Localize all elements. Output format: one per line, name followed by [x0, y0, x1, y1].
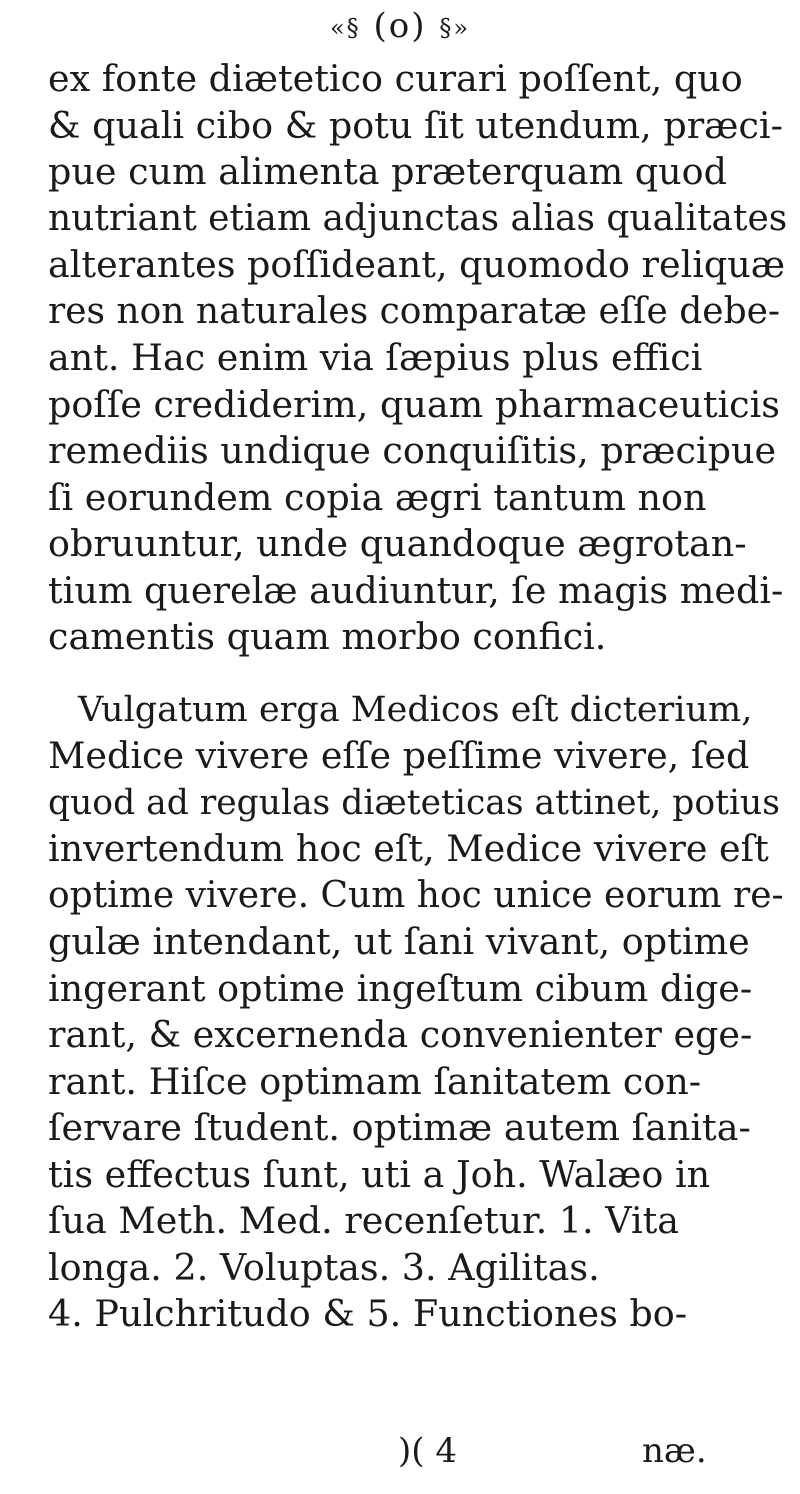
right-ornament: §» [439, 14, 470, 42]
text-line: invertendum hoc eſt, Medice vivere eſt [48, 827, 769, 870]
paragraph-1 [48, 56, 788, 661]
signature-mark: )( 4 [398, 1431, 457, 1471]
left-ornament: «§ [330, 14, 361, 42]
text-line: camentis quam morbo confici. [48, 615, 607, 658]
text-line: alterantes poſſideant, quomodo reliquæ [48, 243, 786, 286]
text-line: quod ad regulas diæteticas attinet, potius [48, 782, 780, 823]
text-line: 4. Pulchritudo & 5. Functiones bo- [48, 1292, 688, 1335]
text-line: poſſe crediderim, quam pharmaceuticis [48, 382, 781, 426]
text-line: nutriant etiam adjunctas alias qualitates [48, 197, 788, 239]
text-line: res non naturales comparatæ eſſe debe- [48, 290, 781, 332]
page-footer [0, 1428, 800, 1474]
text-line: ingerant optime ingeſtum cibum dige- [48, 966, 753, 1010]
text-line: ex fonte diætetico curari poſſent, quo [48, 57, 743, 100]
running-header [0, 6, 800, 48]
text-line: gulæ intendant, ut ſani vivant, optime [48, 920, 750, 963]
text-line: ſervare ſtudent. optimæ autem ſanita- [48, 1106, 751, 1149]
body-text [48, 56, 788, 1338]
text-line: rant. Hiſce optimam ſanitatem con- [48, 1059, 702, 1103]
text-line: optime vivere. Cum hoc unice eorum re- [48, 874, 784, 916]
page-marker: (o) [373, 6, 427, 46]
text-line: Vulgatum erga Medicos eſt dicterium, [78, 689, 753, 730]
text-line: ſua Meth. Med. recenſetur. 1. Vita [48, 1199, 680, 1242]
text-line: tis effectus ſunt, uti a Joh. Walæo in [48, 1152, 711, 1196]
text-line: Medice vivere eſſe peſſime vivere, ſed [48, 734, 750, 777]
text-line: rant, & excernenda convenienter ege- [48, 1013, 753, 1056]
text-line: & quali cibo & potu ſit utendum, præci- [48, 103, 783, 147]
text-line: remediis undique conquiſitis, præcipue [48, 429, 777, 472]
catchword: næ. [642, 1431, 707, 1471]
text-line: obruuntur, unde quandoque ægrotan- [48, 522, 747, 565]
paragraph-2 [48, 687, 788, 1338]
text-line: tium querelæ audiuntur, ſe magis medi- [48, 568, 784, 612]
text-line: ſi eorundem copia ægri tantum non [48, 475, 707, 519]
text-line: ant. Hac enim via ſæpius plus effici [48, 336, 703, 379]
text-line: pue cum alimenta præterquam quod [48, 150, 727, 193]
text-line: longa. 2. Voluptas. 3. Agilitas. [48, 1245, 600, 1289]
